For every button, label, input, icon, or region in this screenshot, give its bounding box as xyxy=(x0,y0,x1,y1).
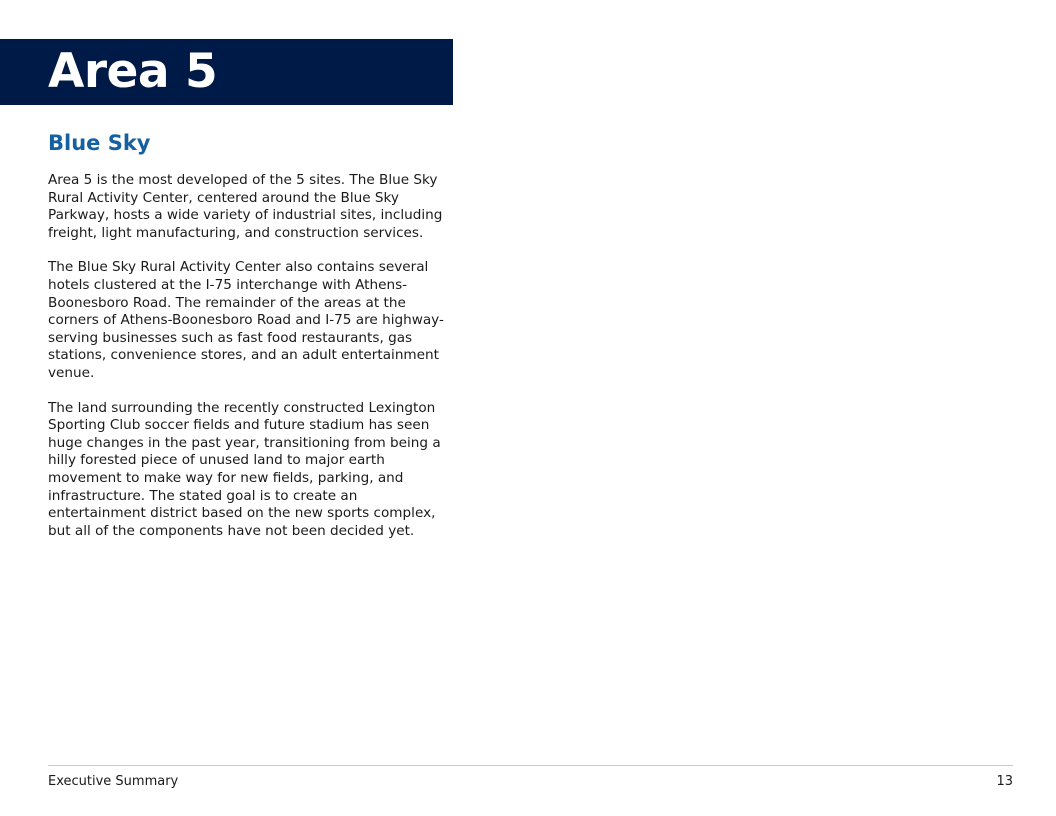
footer-section-label: Executive Summary xyxy=(48,774,179,789)
paragraph-1: Area 5 is the most developed of the 5 sites. The Blue Sky Rural Activity Center, centered around the Blue Sky Parkway, hosts a wide variety of industrial sites, including freight, light manufacturing, and construction services. xyxy=(48,172,443,241)
footer-divider xyxy=(48,765,1013,766)
paragraph-2: The Blue Sky Rural Activity Center also contains several hotels clustered at the I-75 interchange with Athens-Boonesboro Road. The remainder of the areas at the corners of Athens-Boonesboro Road and I-75 are highway-serving businesses such as fast food restaurants, gas stations, convenience stores, and an adult entertainment venue. xyxy=(48,259,444,381)
page-title: Area 5 xyxy=(48,44,218,99)
body-text xyxy=(48,172,448,557)
section-subtitle: Blue Sky xyxy=(48,131,151,155)
page-number: 13 xyxy=(996,774,1013,789)
paragraph-3: The land surrounding the recently constructed Lexington Sporting Club soccer fields and future stadium has seen huge changes in the past year, transitioning from being a hilly forested piece of unused land to major earth movement to make way for new fields, parking, and infrastructure. The stated goal is to create an entertainment district based on the new sports complex, but all of the components have not been decided yet. xyxy=(48,399,441,539)
